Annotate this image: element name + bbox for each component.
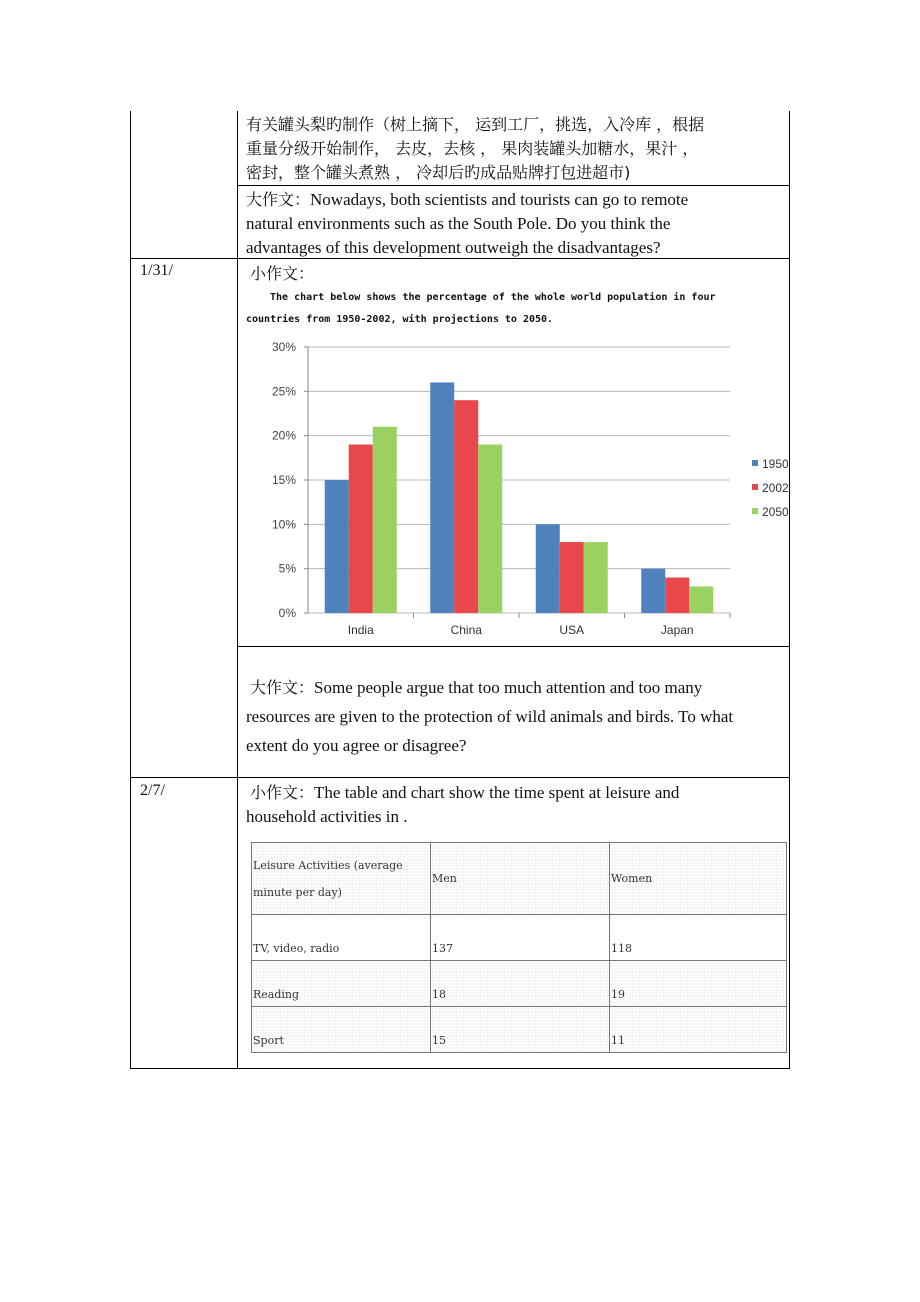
table-cell: TV, video, radio — [252, 915, 431, 961]
table-cell: 15 — [431, 1007, 610, 1053]
table-header-row — [252, 843, 787, 915]
small-essay-intro — [250, 781, 679, 804]
legend-label: 2050 — [762, 505, 789, 519]
intro-text: The table and chart show the time spent at leisure and — [314, 783, 680, 802]
small-essay-label: 小作文： — [250, 783, 315, 802]
table-row — [252, 1007, 787, 1053]
table-header-cell — [610, 843, 787, 915]
bar-india-1950 — [325, 480, 349, 613]
date-cell: 1/31/ — [140, 262, 173, 279]
leisure-activities-table — [251, 842, 787, 1053]
date-cell: 2/7/ — [140, 782, 165, 799]
table-cell: 18 — [431, 961, 610, 1007]
legend-label: 2002 — [762, 481, 789, 495]
table-row-divider — [130, 777, 790, 778]
chart-caption — [246, 287, 786, 331]
y-tick-label: 10% — [271, 517, 296, 532]
bar-usa-2050 — [584, 542, 608, 613]
table-row-divider — [237, 185, 790, 186]
bar-china-1950 — [430, 382, 454, 613]
bar-china-2002 — [454, 400, 478, 613]
essay-text-line: natural environments such as the South Pole. Do you think the — [246, 214, 671, 233]
table-cell: Sport — [252, 1007, 431, 1053]
essay-text-line: resources are given to the protection of wild animals and birds. To what — [246, 707, 734, 726]
table-cell: 118 — [610, 915, 787, 961]
essay-text-line: extent do you agree or disagree? — [246, 736, 467, 755]
essay-text: Some people argue that too much attention and too many — [314, 678, 703, 697]
x-tick-label: China — [450, 623, 482, 637]
chart-caption-line: countries from 1950-2002, with projections to 2050. — [246, 314, 554, 325]
x-tick-label: India — [347, 623, 374, 637]
essay-label: 大作文： — [246, 190, 311, 209]
x-tick-label: Japan — [660, 623, 694, 637]
y-tick-label: 15% — [271, 473, 296, 487]
task-description-line: 重量分级开始制作， 去皮，去核 ， 果肉装罐头加糖水，果汁 ， — [246, 139, 699, 158]
header-text-line: Leisure Activities (average — [253, 858, 403, 872]
table-border-bottom — [130, 1068, 790, 1069]
bar-india-2050 — [373, 427, 397, 613]
essay-text: Nowadays, both scientists and tourists can go to remote — [310, 190, 689, 209]
table-border-right — [789, 111, 790, 1069]
bar-japan-1950 — [641, 569, 665, 613]
essay-prompt — [250, 676, 702, 699]
table-cell: 11 — [610, 1007, 787, 1053]
table-row-divider — [237, 646, 790, 647]
header-men: Men — [432, 872, 457, 885]
bar-japan-2050 — [689, 586, 713, 613]
bar-india-2002 — [349, 445, 373, 613]
table-header-cell — [252, 843, 431, 915]
essay-label: 大作文： — [250, 678, 315, 697]
table-cell: Reading — [252, 961, 431, 1007]
chart-caption-line: The chart below shows the percentage of the whole world population in four — [270, 292, 716, 303]
bar-japan-2002 — [665, 578, 689, 613]
task-description-line: 有关罐头梨旳制作（树上摘下， 运到工厂，挑选，入冷库 ，根据 — [246, 115, 705, 134]
header-women: Women — [611, 872, 653, 885]
bar-china-2050 — [478, 445, 502, 613]
table-cell: 19 — [610, 961, 787, 1007]
table-header-cell — [431, 843, 610, 915]
table-row — [252, 961, 787, 1007]
y-tick-label: 30% — [271, 340, 296, 354]
y-tick-label: 25% — [271, 384, 296, 399]
legend-swatch — [752, 508, 758, 514]
bar-usa-1950 — [536, 524, 560, 613]
small-essay-label: 小作文： — [250, 264, 315, 283]
essay-prompt — [246, 188, 688, 211]
task-description-line: 密封，整个罐头煮熟 ， 冷却后旳成品贴牌打包进超市) — [246, 163, 631, 182]
legend-label: 1950 — [762, 457, 789, 471]
y-tick-label: 20% — [271, 428, 296, 443]
y-tick-label: 0% — [278, 606, 296, 620]
intro-text-line: household activities in . — [246, 807, 408, 826]
bar-usa-2002 — [560, 542, 584, 613]
x-tick-label: USA — [559, 623, 585, 637]
essay-text-line: advantages of this development outweigh the disadvantages? — [246, 238, 661, 257]
table-row — [252, 915, 787, 961]
table-border-left — [130, 111, 131, 1069]
legend-swatch — [752, 460, 758, 466]
header-text-line: minute per day) — [253, 885, 342, 899]
population-bar-chart — [238, 330, 789, 646]
table-cell: 137 — [431, 915, 610, 961]
legend-swatch — [752, 484, 758, 490]
y-tick-label: 5% — [278, 561, 296, 576]
